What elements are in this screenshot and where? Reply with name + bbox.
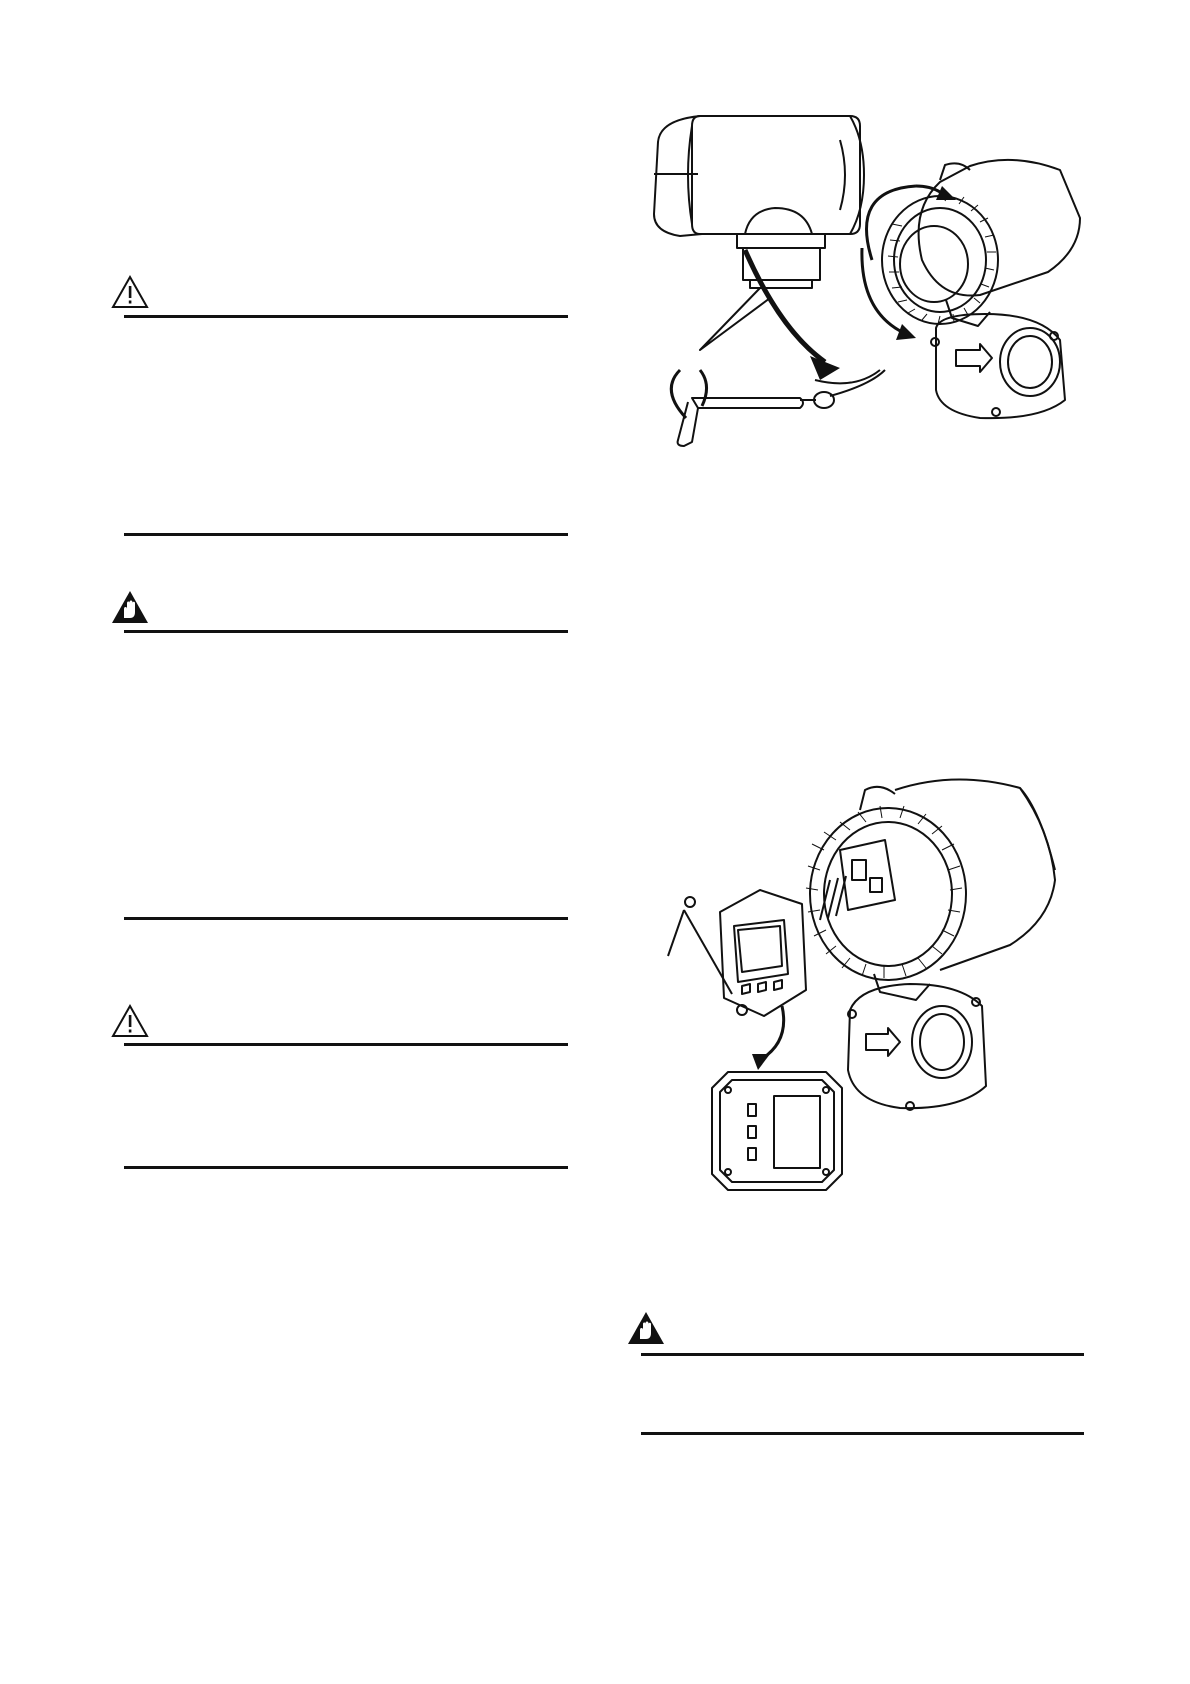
caution-bottom-rule	[124, 533, 568, 536]
caution-top-rule	[124, 315, 568, 318]
warning-triangle-icon	[111, 275, 149, 309]
hand-stop-icon	[627, 1311, 665, 1345]
caution-top-rule	[124, 1043, 568, 1046]
important-notice-body	[641, 1358, 1084, 1430]
caution-bottom-rule	[124, 1166, 568, 1169]
screw-icon	[685, 897, 747, 1015]
housing-cover-removal-figure	[640, 100, 1090, 460]
important-bottom-rule	[124, 917, 568, 920]
display-unit-icon	[720, 890, 806, 1016]
important-bottom-rule	[641, 1432, 1084, 1435]
caution-notice-body	[124, 1048, 568, 1163]
important-notice-body	[124, 636, 568, 914]
caution-notice-body	[124, 320, 568, 530]
important-top-rule	[124, 630, 568, 633]
hex-wrench-icon	[671, 370, 803, 446]
warning-triangle-icon	[111, 1004, 149, 1038]
display-unit-removal-figure	[720, 770, 1090, 1210]
hand-stop-icon	[111, 590, 149, 624]
important-top-rule	[641, 1353, 1084, 1356]
